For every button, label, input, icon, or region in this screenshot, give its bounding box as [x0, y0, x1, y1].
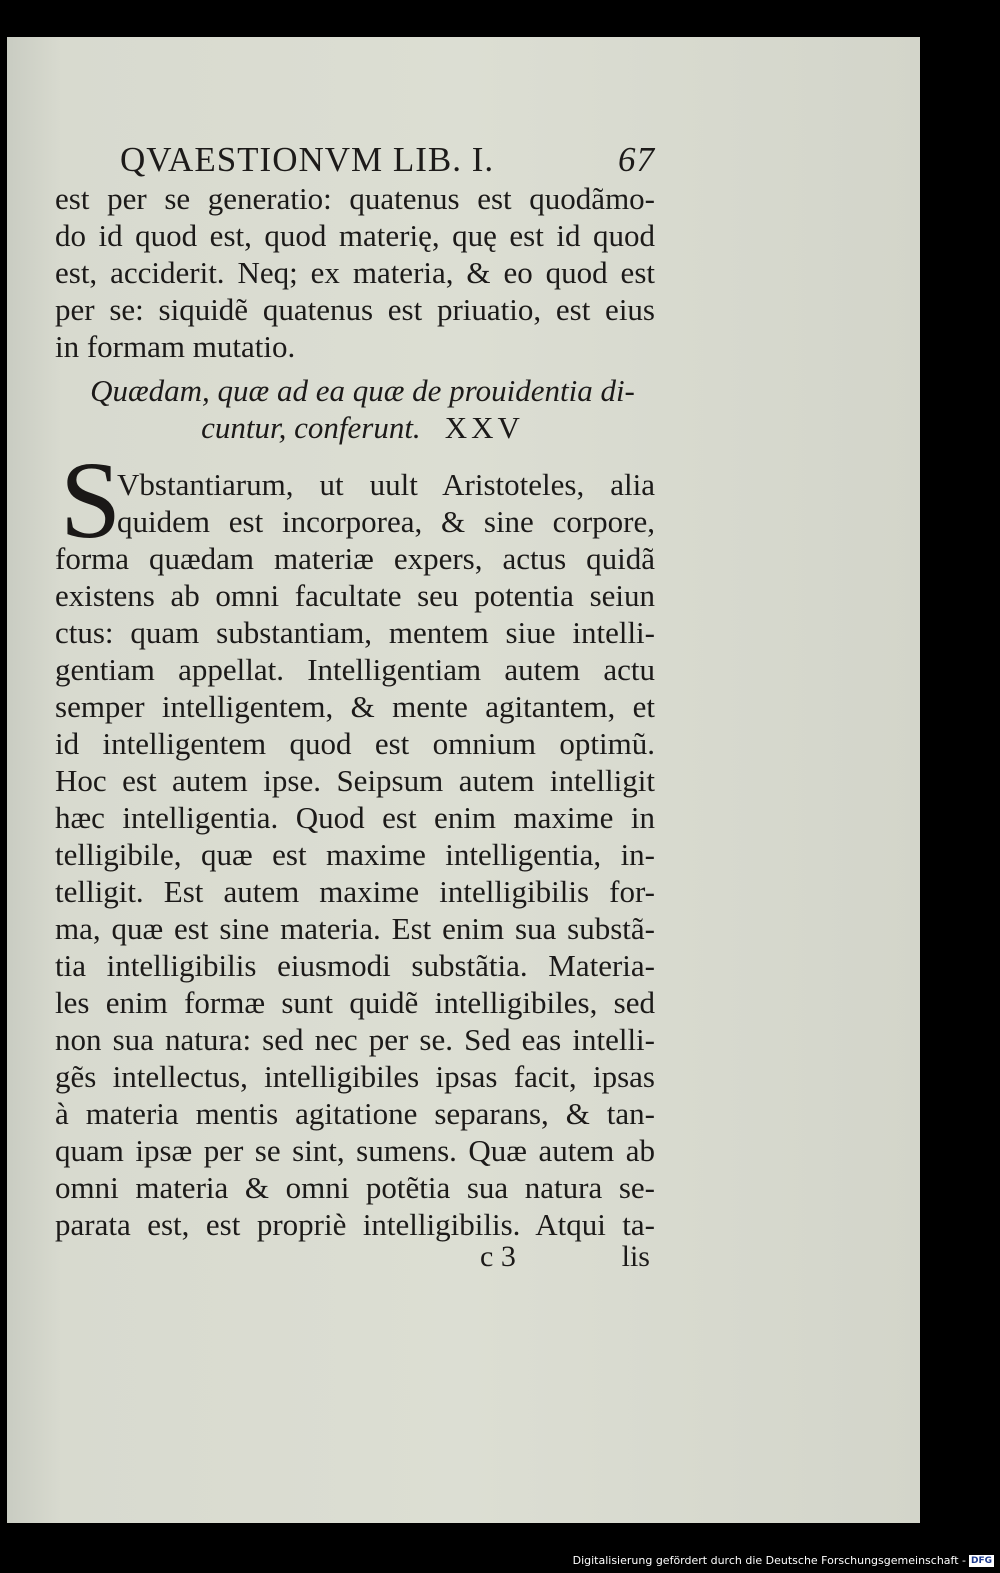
- chapter-number: XXV: [444, 410, 524, 445]
- text-line: hæc intelligentia. Quod est enim maxime in: [55, 800, 655, 835]
- text-line: existens ab omni facultate seu potentia seiun: [55, 578, 655, 613]
- dfg-logo: DFG: [970, 1556, 992, 1566]
- text-line: ctus: quam substantiam, mentem siue intelli-: [55, 615, 655, 650]
- chapter-heading-text: cuntur, conferunt.: [201, 410, 421, 445]
- running-head-title: QVAESTIONVM LIB. I.: [120, 140, 495, 179]
- digitization-credit: [573, 1552, 994, 1570]
- text-line: ma, quæ est sine materia. Est enim sua substã-: [55, 911, 655, 946]
- text-line: Hoc est autem ipse. Seipsum autem intelligit: [55, 763, 655, 798]
- text-line: telligit. Est autem maxime intelligibilis for-: [55, 874, 655, 909]
- chapter-heading-line: Quædam, quæ ad ea quæ de prouidentia di-: [90, 373, 635, 408]
- text-line: semper intelligentem, & mente agitantem, et: [55, 689, 655, 724]
- page-number: 67: [618, 140, 655, 179]
- text-line: gẽs intellectus, intelligibiles ipsas facit, ipsas: [55, 1059, 655, 1094]
- text-line: telligibile, quæ est maxime intelligentia, in-: [55, 837, 655, 872]
- drop-cap: S: [60, 439, 122, 561]
- text-line: omni materia & omni potẽtia sua natura se-: [55, 1170, 655, 1205]
- text-line: parata est, est propriè intelligibilis. Atqui ta-: [55, 1207, 655, 1242]
- credit-text: Digitalisierung gefördert durch die Deutsche Forschungsgemeinschaft -: [572, 1554, 966, 1567]
- text-line: in formam mutatio.: [55, 329, 296, 364]
- text-line: est, acciderit. Neq; ex materia, & eo quod est: [55, 255, 655, 290]
- running-head: [120, 140, 655, 178]
- text-line: id intelligentem quod est omnium optimũ.: [55, 726, 655, 761]
- text-line: tia intelligibilis eiusmodi substãtia. Materia-: [55, 948, 655, 983]
- text-line: do id quod est, quod materię, quę est id quod: [55, 218, 655, 253]
- text-line: quidem est incorporea, & sine corpore,: [117, 504, 655, 539]
- text-line: les enim formæ sunt quidẽ intelligibiles, sed: [55, 985, 655, 1020]
- chapter-heading-line: [85, 409, 640, 446]
- text-line: per se: siquidẽ quatenus est priuatio, est eius: [55, 292, 655, 327]
- page-footer: [480, 1240, 650, 1280]
- text-line: quam ipsæ per se sint, sumens. Quæ autem ab: [55, 1133, 655, 1168]
- text-line: à materia mentis agitatione separans, & tan-: [55, 1096, 655, 1131]
- text-line: non sua natura: sed nec per se. Sed eas intelli-: [55, 1022, 655, 1057]
- catchword: lis: [621, 1240, 650, 1273]
- text-line: Vbstantiarum, ut uult Aristoteles, alia: [117, 467, 655, 502]
- text-line: gentiam appellat. Intelligentiam autem actu: [55, 652, 655, 687]
- chapter-heading: [85, 372, 640, 446]
- signature-mark: c 3: [480, 1240, 516, 1273]
- text-line: est per se generatio: quatenus est quodãmo-: [55, 181, 655, 216]
- text-line: forma quædam materiæ expers, actus quidã: [55, 541, 655, 576]
